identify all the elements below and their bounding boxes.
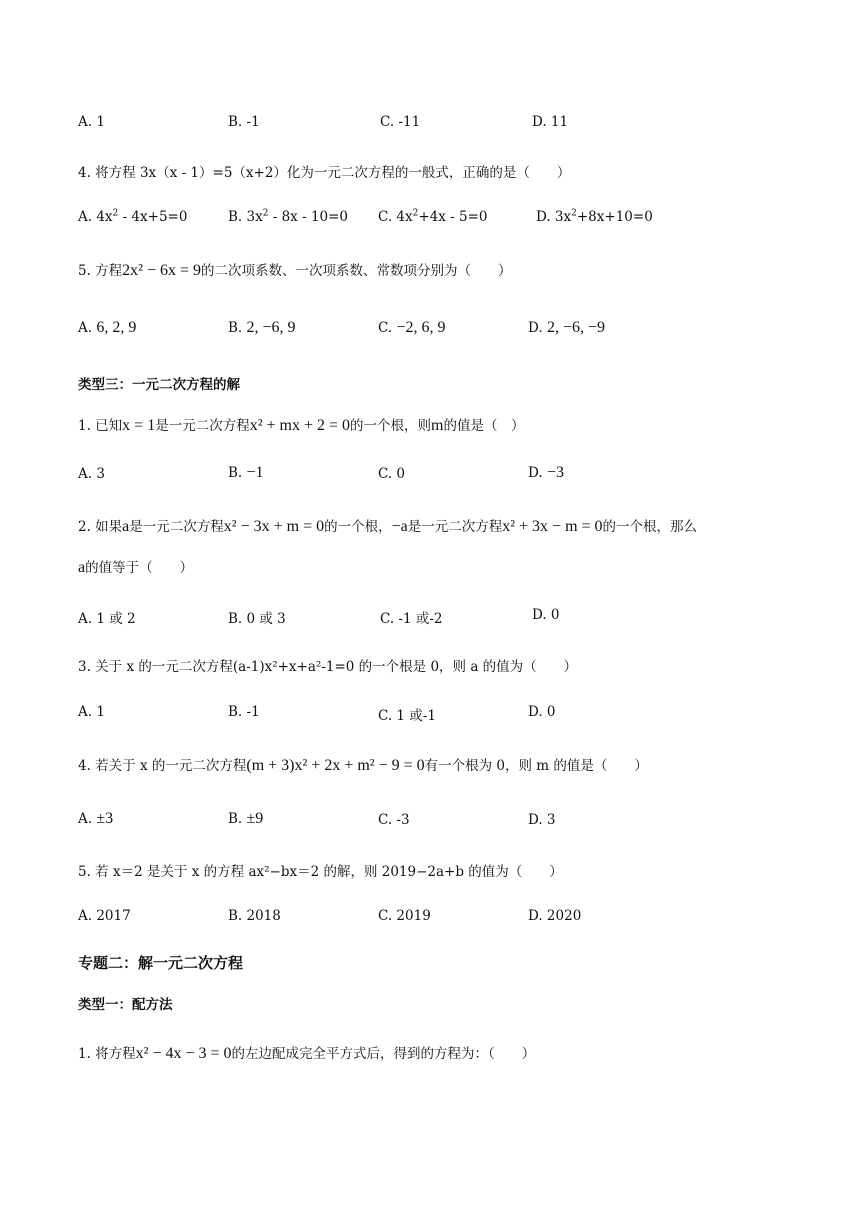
option-a: A. 6, 2, 9 [78, 319, 137, 336]
question-4: 4. 将方程 3x（x - 1）=5（x+2）化为一元二次方程的一般式，正确的是（ ） [78, 165, 571, 181]
option-d: D. 0 [528, 704, 556, 720]
option-a: A. $4x^2 - 4x+5=0$ [78, 208, 188, 225]
option-a: A. ±3 [78, 810, 114, 827]
option-b: B. 2, −6, 9 [228, 319, 296, 336]
option-b: B. −1 [228, 464, 264, 481]
option-c: C. 2019 [378, 908, 431, 924]
question-5: 5. 方程2x² − 6x = 9的二次项系数、一次项系数、常数项分别为（ ） [78, 262, 512, 279]
option-b: B. 2018 [228, 908, 281, 924]
option-c: C. -3 [378, 812, 410, 828]
option-b: B. -1 [228, 114, 260, 130]
option-d: D. 3 [528, 812, 556, 828]
option-a: A. 1 [78, 114, 105, 130]
question-2: 2. 如果a是一元二次方程x² − 3x + m = 0的一个根，−a是一元二次方程x² + 3x − m = 0的一个根，那么 [78, 518, 698, 535]
option-b: B. 0 或 3 [228, 611, 286, 627]
option-c: C. -11 [380, 114, 421, 130]
option-b: B. ±9 [228, 810, 264, 827]
question-3: 3. 关于 x 的一元二次方程(a-1)x²+x+a²-1=0 的一个根是 0，则 a 的值为（ ） [78, 659, 578, 675]
option-c: C. −2, 6, 9 [378, 319, 446, 336]
option-a: A. 1 或 2 [78, 611, 136, 627]
option-d: D. 2, −6, −9 [528, 319, 605, 336]
equation: 2x² − 6x = 9 [122, 262, 202, 279]
topic-heading: 专题二：解一元二次方程 [78, 954, 244, 972]
question-1: 1. 已知x = 1是一元二次方程x² + mx + 2 = 0的一个根，则m的值是（ ） [78, 417, 525, 434]
option-d: D. $3x^2+8x+10=0$ [536, 208, 653, 225]
option-b: B. -1 [228, 704, 260, 720]
section-heading: 类型三：一元二次方程的解 [78, 377, 240, 393]
option-c: C. 1 或-1 [378, 708, 436, 724]
section-heading: 类型一：配方法 [78, 997, 173, 1013]
option-c: C. 0 [378, 466, 406, 482]
question-5: 5. 若 x＝2 是关于 x 的方程 ax²−bx＝2 的解，则 2019−2a+b 的值为（ ） [78, 864, 563, 880]
option-a: A. 2017 [78, 908, 131, 924]
option-c: C. $4x^2+4x - 5=0$ [378, 208, 488, 225]
option-a: A. 3 [78, 466, 105, 482]
question-4: 4. 若关于 x 的一元二次方程(m + 3)x² + 2x + m² − 9 = 0有一个根为 0，则 m 的值是（ ） [78, 757, 648, 774]
question-2-cont: a的值等于（ ） [78, 559, 194, 576]
option-b: B. $3x^2 - 8x - 10=0$ [228, 208, 349, 225]
option-d: D. −3 [528, 464, 564, 481]
option-d: D. 11 [532, 114, 569, 130]
option-a: A. 1 [78, 704, 105, 720]
question-1: 1. 将方程x² − 4x − 3 = 0的左边配成完全平方式后，得到的方程为：（ ） [78, 1045, 536, 1062]
option-c: C. -1 或-2 [380, 611, 443, 627]
option-d: D. 2020 [528, 908, 582, 924]
option-d: D. 0 [532, 607, 560, 623]
